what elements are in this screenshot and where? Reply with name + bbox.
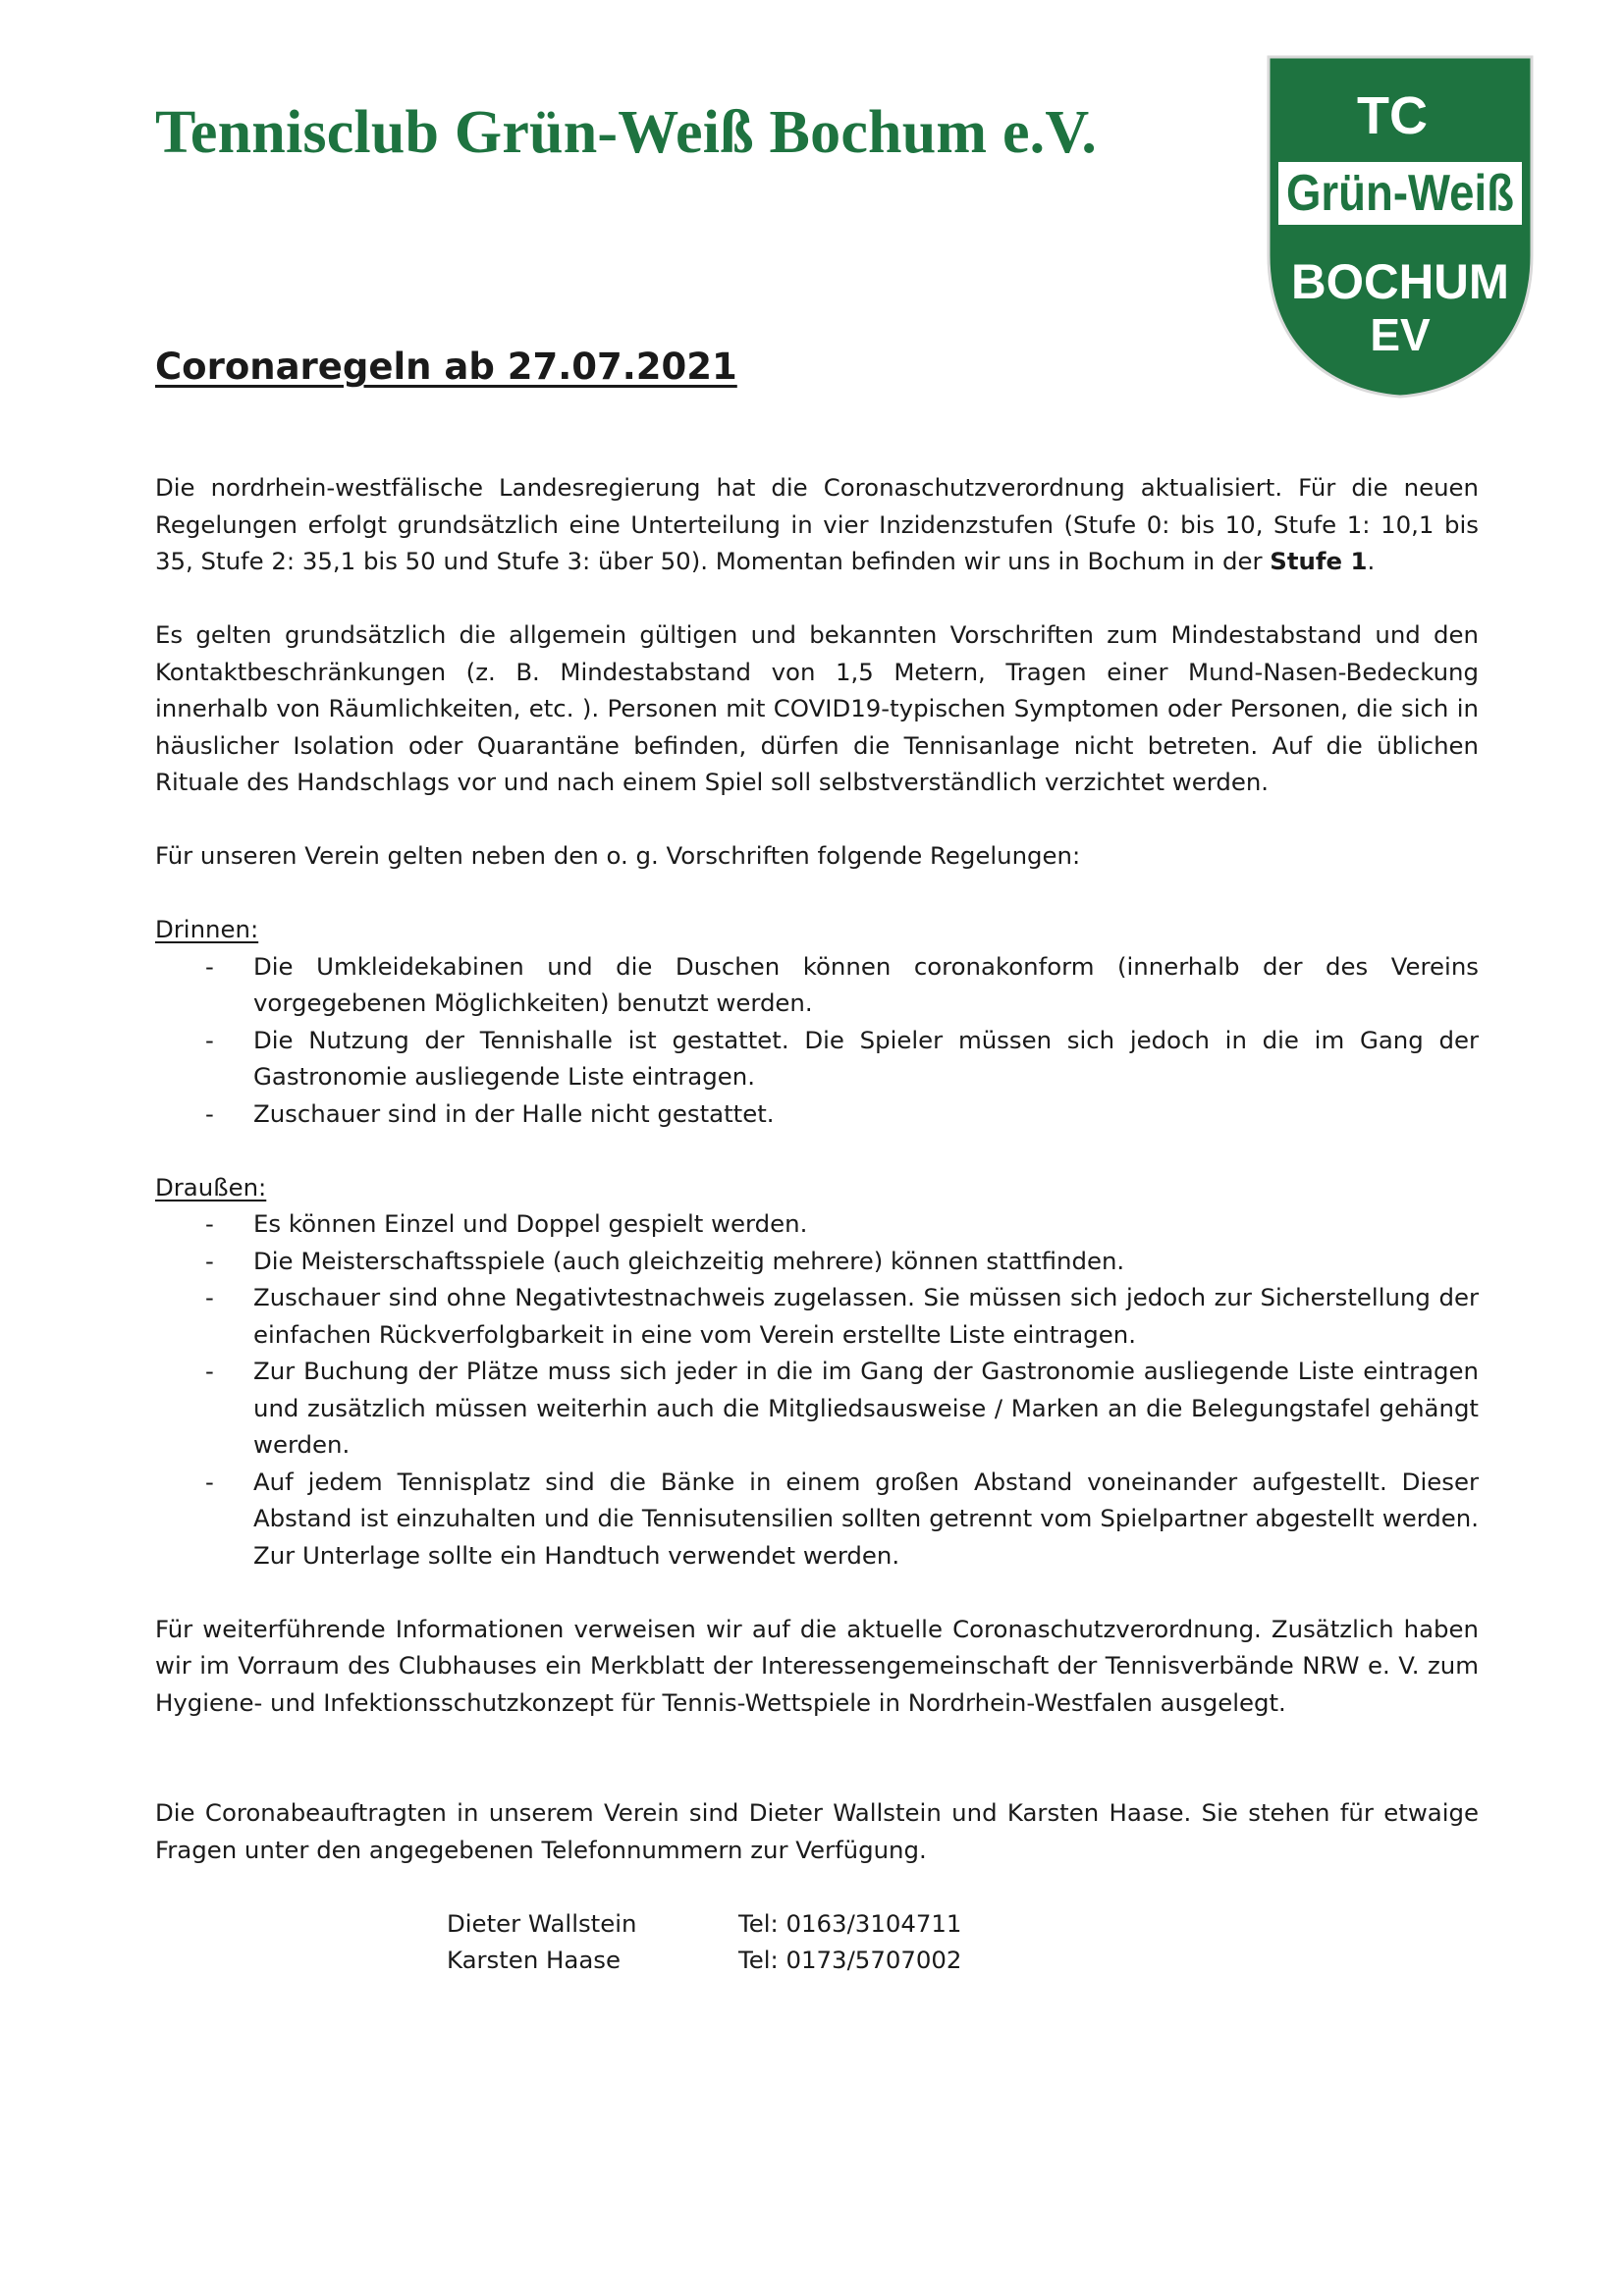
contacts-block — [447, 1905, 1479, 1979]
club-logo-shield-icon — [1263, 53, 1538, 400]
list-item: - Die Meisterschaftsspiele (auch gleichzeitig mehrere) können stattfinden. — [205, 1246, 1125, 1275]
club-rules-intro: Für unseren Verein gelten neben den o. g. Vorschriften folgende Regelungen: — [155, 841, 1081, 870]
list-item: - Auf jedem Tennisplatz sind die Bänke in einem großen Abstand voneinander aufgestellt. Dieser Abstand ist einzuhalten und die Tennisutensilien sollten getrennt vom Spielpartner abgestellt werden. Zur Unterlage sollte ein Handtuch verwendet werden. — [205, 1467, 1479, 1570]
contact-name: Dieter Wallstein — [447, 1908, 637, 1938]
general-rules-paragraph: Es gelten grundsätzlich die allgemein gültigen und bekannten Vorschriften zum Mindestabstand und den Kontaktbeschränkungen (z. B. Mindestabstand von 1,5 Metern, Tragen einer Mund-Nasen-Bedeckung innerhalb von Räumlichkeiten, etc. ). Personen mit COVID19-typischen Symptomen oder Personen, die sich in häuslicher Isolation oder Quarantäne befinden, dürfen die Tennisanlage nicht betreten. Auf die üblichen Rituale des Handschlags vor und nach einem Spiel soll selbstverständlich verzichtet werden. — [155, 620, 1479, 796]
list-item: - Zuschauer sind ohne Negativtestnachweis zugelassen. Sie müssen sich jedoch zur Sicherstellung der einfachen Rückverfolgbarkeit in eine vom Verein erstellte Liste eintragen. — [205, 1283, 1479, 1349]
intro-paragraph: Die nordrhein-westfälische Landesregierung hat die Coronaschutzverordnung aktualisiert. Für die neuen Regelungen erfolgt grundsätzlich eine Unterteilung in vier Inzidenzstufen (Stufe 0: bis 10, Stufe 1: 10,1 bis 35, Stufe 2: 35,1 bis 50 und Stufe 3: über 50). Momentan befinden wir uns in Bochum in der Stufe 1. — [155, 473, 1479, 575]
list-item: - Zuschauer sind in der Halle nicht gestattet. — [205, 1098, 775, 1128]
contact-phone: Tel: 0163/3104711 — [738, 1908, 962, 1938]
contact-name: Karsten Haase — [447, 1946, 621, 1974]
list-item: - Die Umkleidekabinen und die Duschen können coronakonform (innerhalb der des Vereins vorgegebenen Möglichkeiten) benutzt werden. — [205, 951, 1479, 1017]
outdoor-rules-list — [155, 1205, 1479, 1574]
officers-paragraph: Die Coronabeauftragten in unserem Verein sind Dieter Wallstein und Karsten Haase. Sie stehen für etwaige Fragen unter den angegebenen Telefonnummern zur Verfügung. — [155, 1798, 1479, 1864]
logo-line-1: TC — [1357, 86, 1428, 145]
contact-row — [447, 1942, 1479, 1979]
outdoor-heading: Draußen: — [155, 1172, 267, 1201]
further-info-paragraph: Für weiterführende Informationen verweisen wir auf die aktuelle Coronaschutzverordnung. Zusätzlich haben wir im Vorraum des Clubhauses ein Merkblatt der Interessengemeinschaft der Tennisverbände NRW e. V. zum Hygiene- und Infektionsschutzkonzept für Tennis-Wettspiele in Nordrhein-Westfalen ausgelegt. — [155, 1614, 1479, 1717]
club-name-heading: Tennisclub Grün-Weiß Bochum e.V. — [155, 99, 1098, 166]
current-level-bold: Stufe 1 — [1270, 547, 1368, 575]
list-item: - Zur Buchung der Plätze muss sich jeder in die im Gang der Gastronomie ausliegende Liste eintragen und zusätzlich müssen weiterhin auch die Mitgliedsausweise / Marken an die Belegungstafel gehängt werden. — [205, 1357, 1479, 1459]
indoor-rules-list — [155, 948, 1479, 1133]
logo-line-3: BOCHUM — [1291, 254, 1509, 309]
list-item: - Die Nutzung der Tennishalle ist gestattet. Die Spieler müssen sich jedoch in die im Gang der Gastronomie ausliegende Liste eintragen. — [205, 1025, 1479, 1091]
club-logo — [1263, 53, 1538, 400]
contact-row — [447, 1905, 1479, 1943]
indoor-heading: Drinnen: — [155, 915, 259, 943]
contact-phone: Tel: 0173/5707002 — [738, 1946, 962, 1974]
document-title: Coronaregeln ab 27.07.2021 — [155, 346, 737, 388]
logo-line-4: EV — [1370, 309, 1431, 360]
logo-line-2: Grün-Weiß — [1286, 165, 1514, 222]
list-item: - Es können Einzel und Doppel gespielt werden. — [205, 1209, 808, 1238]
document-body — [155, 469, 1479, 1979]
